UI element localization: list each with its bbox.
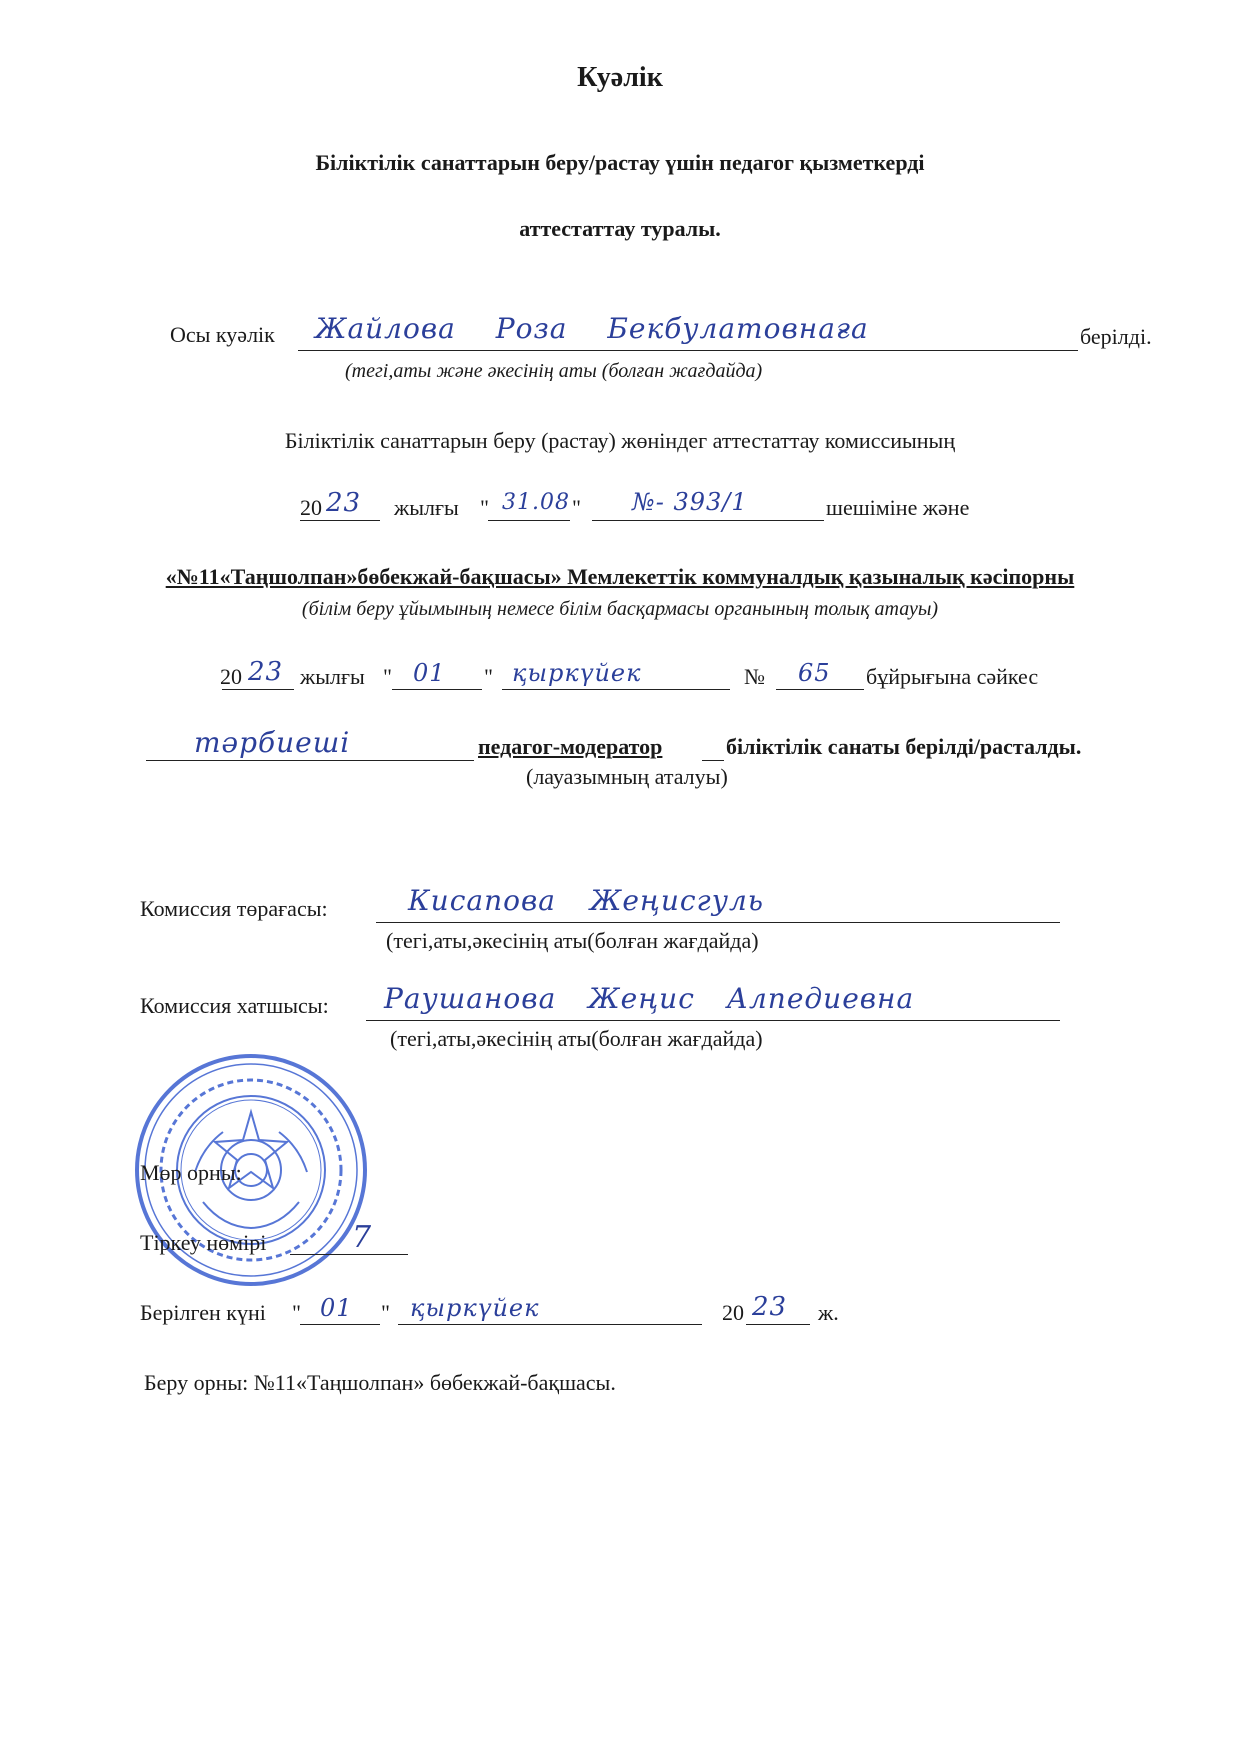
- subtitle-line-2: аттестаттау туралы.: [519, 216, 721, 241]
- decision-year-line: [300, 520, 380, 521]
- issue-day-open-quote: ": [292, 1300, 301, 1325]
- issue-day: 01: [320, 1294, 353, 1322]
- order-day-close-quote: ": [484, 664, 493, 689]
- order-year-word: жылғы: [300, 664, 365, 689]
- order-year-suffix: 23: [248, 657, 284, 687]
- chairman-line: [376, 922, 1060, 923]
- issued-to-caption: (тегі,аты және әкесінің аты (болған жағдайда): [345, 360, 763, 382]
- secretary-label: Комиссия хатшысы:: [140, 993, 329, 1018]
- organization-name: «№11«Таңшолпан»бөбекжай-бақшасы» Мемлекеттік коммуналдық қазыналық кәсіпорны: [165, 564, 1075, 589]
- decision-year-suffix: 23: [326, 488, 362, 518]
- order-year-prefix: 20: [220, 664, 242, 689]
- decision-year-prefix: 20: [300, 495, 322, 520]
- commission-line: Біліктілік санаттарын беру (растау) жөніндег аттестаттау комиссиының: [284, 428, 956, 453]
- order-day: 01: [413, 659, 446, 687]
- document-title: Куәлік: [577, 62, 663, 93]
- registration-label: Тіркеу нөмірі: [140, 1230, 267, 1255]
- seal-place-label: Мөр орны:: [140, 1160, 242, 1185]
- decision-date-open-quote: ": [480, 495, 489, 520]
- issue-month: қыркүйек: [410, 1294, 540, 1322]
- secretary-name: Раушанова Жеңис Алпедиевна: [384, 982, 915, 1015]
- decision-number-line: [592, 520, 824, 521]
- issue-year-word: ж.: [818, 1300, 839, 1325]
- category-gap-line: [702, 760, 724, 761]
- decision-year-word: жылғы: [394, 495, 459, 520]
- issue-date-label: Берілген күні: [140, 1300, 266, 1325]
- issued-to-suffix: берілді.: [1080, 324, 1152, 349]
- order-number-line: [776, 689, 864, 690]
- order-day-line: [392, 689, 482, 690]
- decision-suffix: шешіміне және: [826, 495, 970, 520]
- issue-day-line: [300, 1324, 380, 1325]
- chairman-label: Комиссия төрағасы:: [140, 896, 328, 921]
- subtitle-line-1: Біліктілік санаттарын беру/растау үшін педагог қызметкерді: [315, 150, 925, 175]
- issue-day-close-quote: ": [381, 1300, 390, 1325]
- issue-place: Беру орны: №11«Таңшолпан» бөбекжай-бақшасы.: [144, 1370, 616, 1395]
- chairman-caption: (тегі,аты,әкесінің аты(болған жағдайда): [386, 928, 759, 953]
- issue-year-prefix: 20: [722, 1300, 744, 1325]
- registration-line: [290, 1254, 408, 1255]
- decision-date: 31.08: [502, 490, 570, 515]
- secretary-caption: (тегі,аты,әкесінің аты(болған жағдайда): [390, 1026, 763, 1051]
- secretary-line: [366, 1020, 1060, 1021]
- category-name: педагог-модератор: [478, 734, 663, 759]
- registration-number: 7: [352, 1220, 373, 1255]
- decision-date-close-quote: ": [572, 495, 581, 520]
- order-suffix: бұйрығына сәйкес: [866, 664, 1039, 689]
- order-month: қыркүйек: [512, 659, 642, 687]
- decision-date-line: [488, 520, 570, 521]
- order-day-open-quote: ": [383, 664, 392, 689]
- chairman-name: Кисапова Жеңисгуль: [408, 884, 765, 917]
- organization-caption: (білім беру ұйымының немесе білім басқармасы органының толық атауы): [301, 598, 939, 620]
- order-number: 65: [798, 659, 831, 687]
- issue-month-line: [398, 1324, 702, 1325]
- decision-number: №- 393/1: [632, 488, 748, 516]
- position-value: тәрбиеші: [194, 726, 351, 759]
- recipient-name: Жайлова Роза Бекбулатовнаға: [315, 312, 869, 345]
- order-year-line: [222, 689, 294, 690]
- position-line: [146, 760, 474, 761]
- order-number-sign: №: [744, 664, 765, 689]
- order-month-line: [502, 689, 730, 690]
- issue-year-line: [746, 1324, 810, 1325]
- issued-to-line: [298, 350, 1078, 351]
- issued-to-prefix: Осы куәлік: [170, 322, 275, 347]
- position-caption: (лауазымның аталуы): [526, 764, 728, 789]
- category-suffix: біліктілік санаты берілді/расталды.: [726, 734, 1082, 759]
- issue-year-suffix: 23: [752, 1292, 788, 1322]
